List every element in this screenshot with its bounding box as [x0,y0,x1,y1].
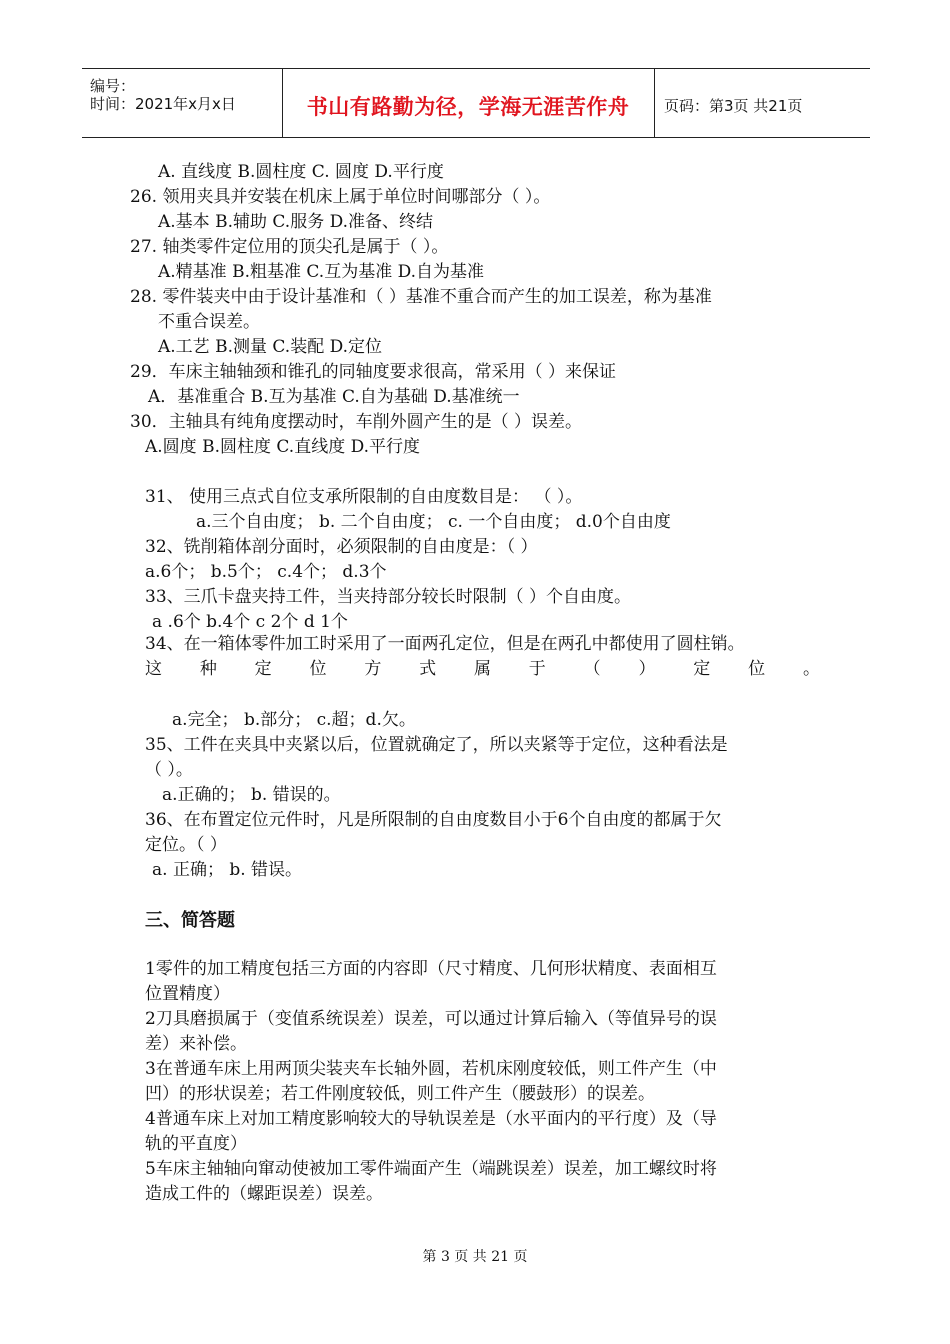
q34-char: （ [583,659,601,679]
q31-stem: 31、 使用三点式自位支承所限制的自由度数目是： （ ）。 [145,487,583,507]
q25-options: A. 直线度 B.圆柱度 C. 圆度 D.平行度 [158,162,444,182]
answer-5: 5车床主轴轴向窜动使被加工零件端面产生（端跳误差）误差，加工螺纹时将 [145,1159,717,1179]
answer-4-cont: 轨的平直度） [145,1134,247,1154]
header-info-cell [82,69,283,137]
answer-3-cont: 凹）的形状误差；若工件刚度较低，则工件产生（腰鼓形）的误差。 [145,1084,655,1104]
q28-options: A.工艺 B.测量 C.装配 D.定位 [158,337,383,357]
q27-stem: 27. 轴类零件定位用的顶尖孔是属于（ ）。 [130,237,449,257]
section-title: 三、简答题 [145,910,235,931]
q34-stem-justified [145,658,820,680]
q30-options: A.圆度 B.圆柱度 C.直线度 D.平行度 [145,437,421,457]
q33-stem: 33、三爪卡盘夹持工件，当夹持部分较长时限制（ ）个自由度。 [145,587,632,607]
page-footer: 第 3 页 共 21 页 [422,1249,528,1265]
header-motto-cell [282,69,655,137]
answer-1-cont: 位置精度） [145,984,230,1004]
q34-char: 属 [473,659,491,679]
q31-options: a.三个自由度； b. 二个自由度； c. 一个自由度； d.0个自由度 [196,512,671,532]
q34-char: ） [638,659,656,679]
page-label: 页码：第3页 共21页 [664,97,803,115]
header-page-cell [654,69,870,137]
q35-stem-cont: （ ）。 [145,760,193,780]
q29-options: A．基准重合 B.互为基准 C.自为基础 D.基准统一 [148,387,520,407]
q28-stem-cont: 不重合误差。 [158,312,260,332]
time-label: 时间：2021年x月x日 [90,95,236,113]
q36-stem-cont: 定位。（ ） [145,835,227,855]
answer-1: 1零件的加工精度包括三方面的内容即（尺寸精度、几何形状精度、表面相互 [145,959,717,979]
number-label: 编号： [90,77,136,95]
q34-char: 定 [693,659,711,679]
answer-4: 4普通车床上对加工精度影响较大的导轨误差是（水平面内的平行度）及（导 [145,1109,717,1129]
q26-options: A.基本 B.辅助 C.服务 D.准备、终结 [158,212,434,232]
answer-2-cont: 差）来补偿。 [145,1034,247,1054]
q34-char: 方 [364,659,382,679]
q34-stem: 34、在一箱体零件加工时采用了一面两孔定位，但是在两孔中都使用了圆柱销。 [145,634,745,654]
motto: 书山有路勤为径，学海无涯苦作舟 [306,95,630,119]
q35-options: a.正确的； b. 错误的。 [162,785,341,805]
q34-char: 。 [802,659,820,679]
answer-5-cont: 造成工件的（螺距误差）误差。 [145,1184,383,1204]
q33-options: a .6个 b.4个 c 2个 d 1个 [152,612,348,632]
q32-options: a.6个； b.5个； c.4个； d.3个 [145,562,387,582]
q27-options: A.精基准 B.粗基准 C.互为基准 D.自为基准 [158,262,485,282]
q32-stem: 32、铣削箱体剖分面时，必须限制的自由度是：（ ） [145,537,538,557]
q34-char: 式 [419,659,437,679]
q36-stem: 36、在布置定位元件时，凡是所限制的自由度数目小于6个自由度的都属于欠 [145,810,722,830]
q26-stem: 26. 领用夹具并安装在机床上属于单位时间哪部分（ ）。 [130,187,551,207]
q34-char: 定 [254,659,272,679]
q34-options: a.完全； b.部分； c.超；d.欠。 [172,710,416,730]
answer-3: 3在普通车床上用两顶尖装夹车长轴外圆，若机床刚度较低，则工件产生（中 [145,1059,717,1079]
q36-options: a. 正确； b. 错误。 [152,860,303,880]
q28-stem: 28. 零件装夹中由于设计基准和（ ）基准不重合而产生的加工误差，称为基准 [130,287,712,307]
q29-stem: 29．车床主轴轴颈和锥孔的同轴度要求很高，常采用（ ）来保证 [130,362,617,382]
document-header [82,68,870,138]
q34-char: 位 [309,659,327,679]
q34-char: 种 [199,659,217,679]
q34-char: 于 [528,659,546,679]
q30-stem: 30．主轴具有纯角度摆动时，车削外圆产生的是（ ）误差。 [130,412,583,432]
q34-char: 位 [748,659,766,679]
q34-char: 这 [145,659,162,679]
answer-2: 2刀具磨损属于（变值系统误差）误差，可以通过计算后输入（等值异号的误 [145,1009,717,1029]
q35-stem: 35、工件在夹具中夹紧以后，位置就确定了，所以夹紧等于定位，这种看法是 [145,735,728,755]
